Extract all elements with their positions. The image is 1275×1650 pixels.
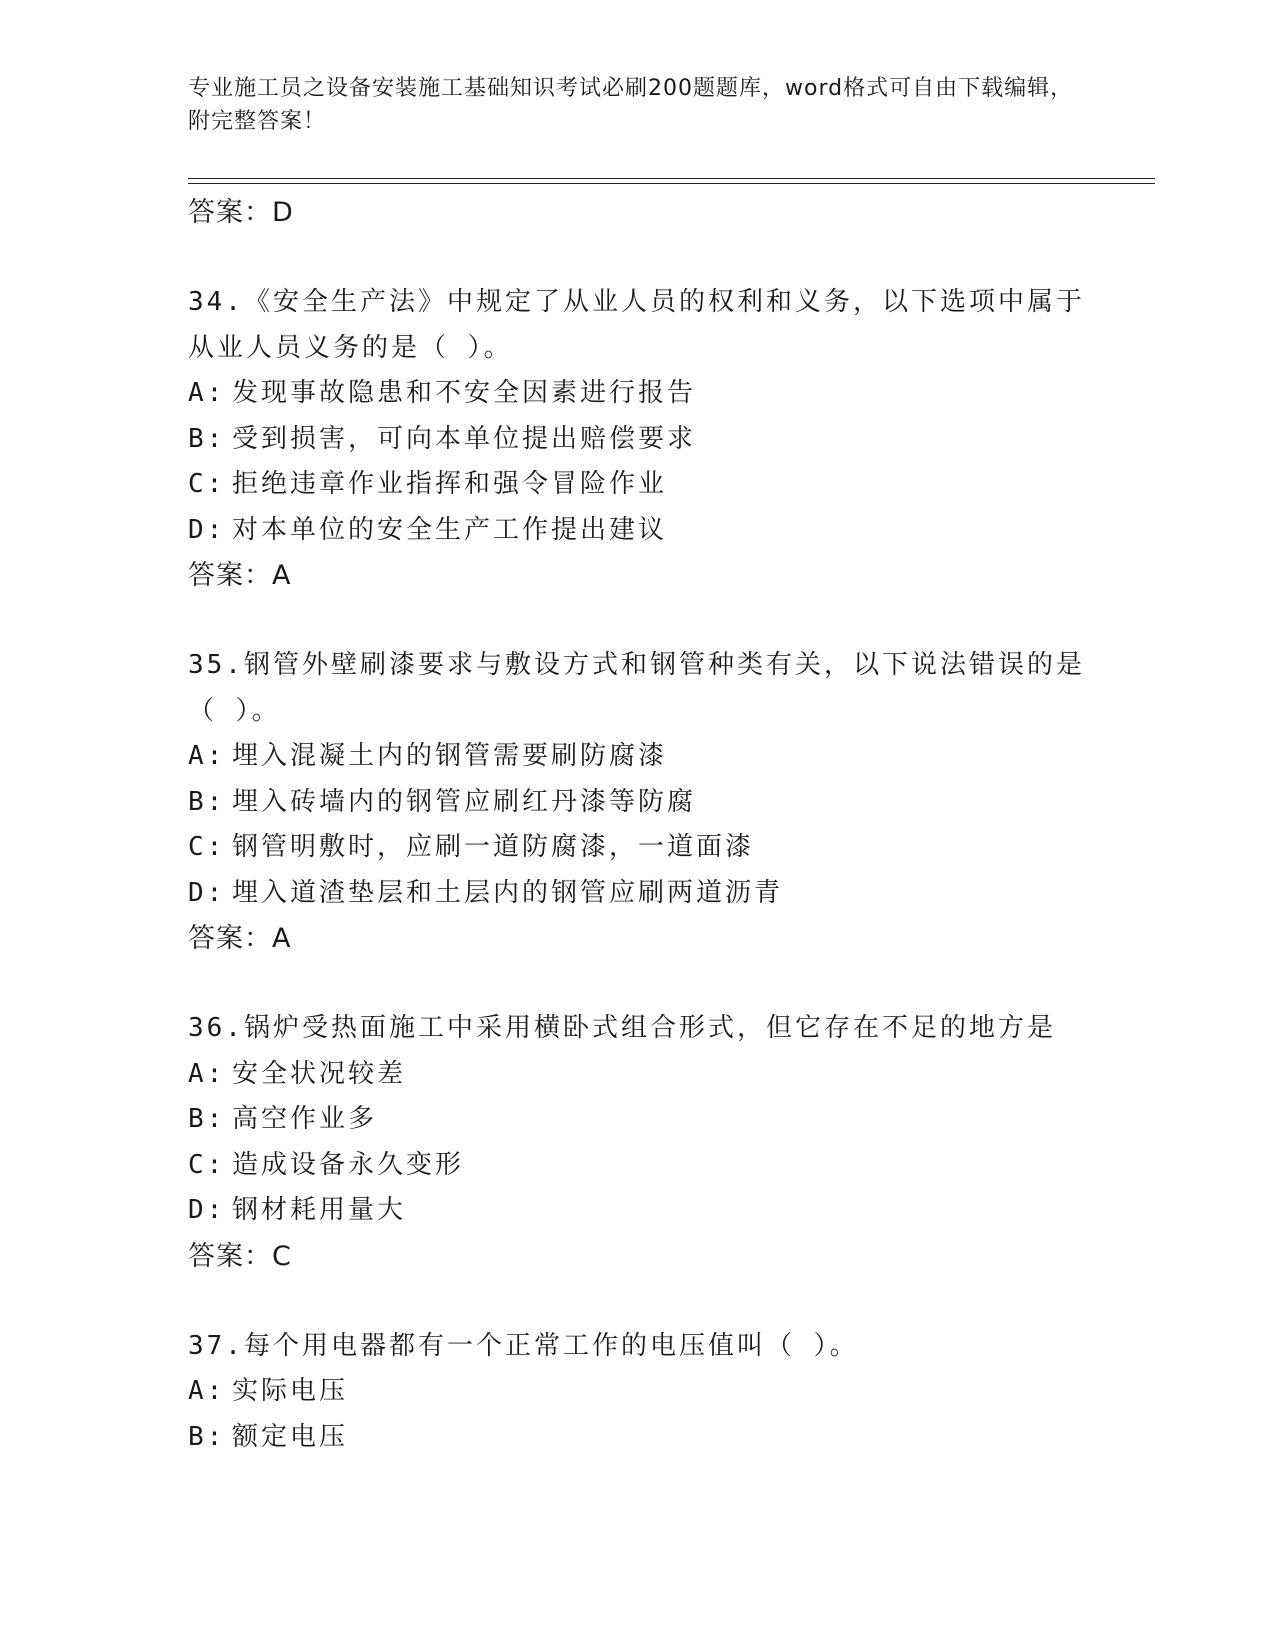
option-a xyxy=(188,734,1088,780)
option-c xyxy=(188,825,1088,871)
answer-line: 答案：A xyxy=(188,560,292,591)
option-key: D: xyxy=(188,514,226,545)
option-d xyxy=(188,871,1088,917)
option-b xyxy=(188,417,1088,463)
option-text: 额定电压 xyxy=(232,1421,349,1452)
question-stem: 34.《安全生产法》中规定了从业人员的权利和义务，以下选项中属于从业人员义务的是（ ）。 xyxy=(188,287,1085,363)
option-b xyxy=(188,1415,1088,1461)
option-text: 钢管明敷时，应刷一道防腐漆，一道面漆 xyxy=(232,832,755,862)
option-text: 拒绝违章作业指挥和强令冒险作业 xyxy=(232,469,668,499)
option-text: 安全状况较差 xyxy=(232,1058,407,1089)
answer-line: 答案：D xyxy=(188,197,294,228)
question-item xyxy=(188,643,1088,962)
option-key: A: xyxy=(188,1376,226,1406)
option-text: 造成设备永久变形 xyxy=(232,1149,465,1180)
option-d xyxy=(188,1188,1088,1234)
option-key: B: xyxy=(188,423,226,454)
document-header-note: 专业施工员之设备安装施工基础知识考试必刷200题题库，word格式可自由下载编辑，附完整答案！ xyxy=(188,76,1074,134)
option-key: D: xyxy=(188,877,226,908)
question-item xyxy=(188,1324,1088,1461)
option-key: A: xyxy=(188,1058,226,1089)
question-list xyxy=(188,190,1088,1460)
option-text: 钢材耗用量大 xyxy=(232,1195,407,1225)
option-c xyxy=(188,1143,1088,1189)
option-key: C: xyxy=(188,469,226,499)
question-item xyxy=(188,280,1088,599)
option-key: C: xyxy=(188,832,226,862)
option-key: A: xyxy=(188,378,226,408)
header-divider-top xyxy=(188,178,1155,179)
option-key: D: xyxy=(188,1195,226,1225)
option-a xyxy=(188,1369,1088,1415)
option-text: 埋入道渣垫层和土层内的钢管应刷两道沥青 xyxy=(232,877,784,908)
question-item xyxy=(188,1006,1088,1280)
question-stem: 36.锅炉受热面施工中采用横卧式组合形式，但它存在不足的地方是 xyxy=(188,1013,1056,1043)
option-text: 对本单位的安全生产工作提出建议 xyxy=(232,514,668,545)
option-a xyxy=(188,1052,1088,1098)
option-b xyxy=(188,1097,1088,1143)
option-d xyxy=(188,508,1088,554)
question-stem: 37.每个用电器都有一个正常工作的电压值叫（ ）。 xyxy=(188,1330,859,1361)
option-key: B: xyxy=(188,1104,226,1134)
header-divider-bottom xyxy=(188,183,1155,184)
answer-line: 答案：C xyxy=(188,1240,292,1272)
option-text: 实际电压 xyxy=(232,1376,349,1406)
option-key: B: xyxy=(188,786,226,817)
question-stem: 35.钢管外壁刷漆要求与敷设方式和钢管种类有关，以下说法错误的是（ ）。 xyxy=(188,650,1085,726)
option-b xyxy=(188,780,1088,826)
option-key: B: xyxy=(188,1421,226,1452)
option-text: 埋入砖墙内的钢管应刷红丹漆等防腐 xyxy=(232,786,697,817)
option-key: C: xyxy=(188,1149,226,1180)
option-text: 高空作业多 xyxy=(232,1104,378,1134)
option-key: A: xyxy=(188,741,226,771)
answer-line: 答案：A xyxy=(188,923,292,954)
option-c xyxy=(188,462,1088,508)
option-a xyxy=(188,371,1088,417)
option-text: 发现事故隐患和不安全因素进行报告 xyxy=(232,378,697,408)
option-text: 受到损害，可向本单位提出赔偿要求 xyxy=(232,423,697,454)
option-text: 埋入混凝土内的钢管需要刷防腐漆 xyxy=(232,741,668,771)
